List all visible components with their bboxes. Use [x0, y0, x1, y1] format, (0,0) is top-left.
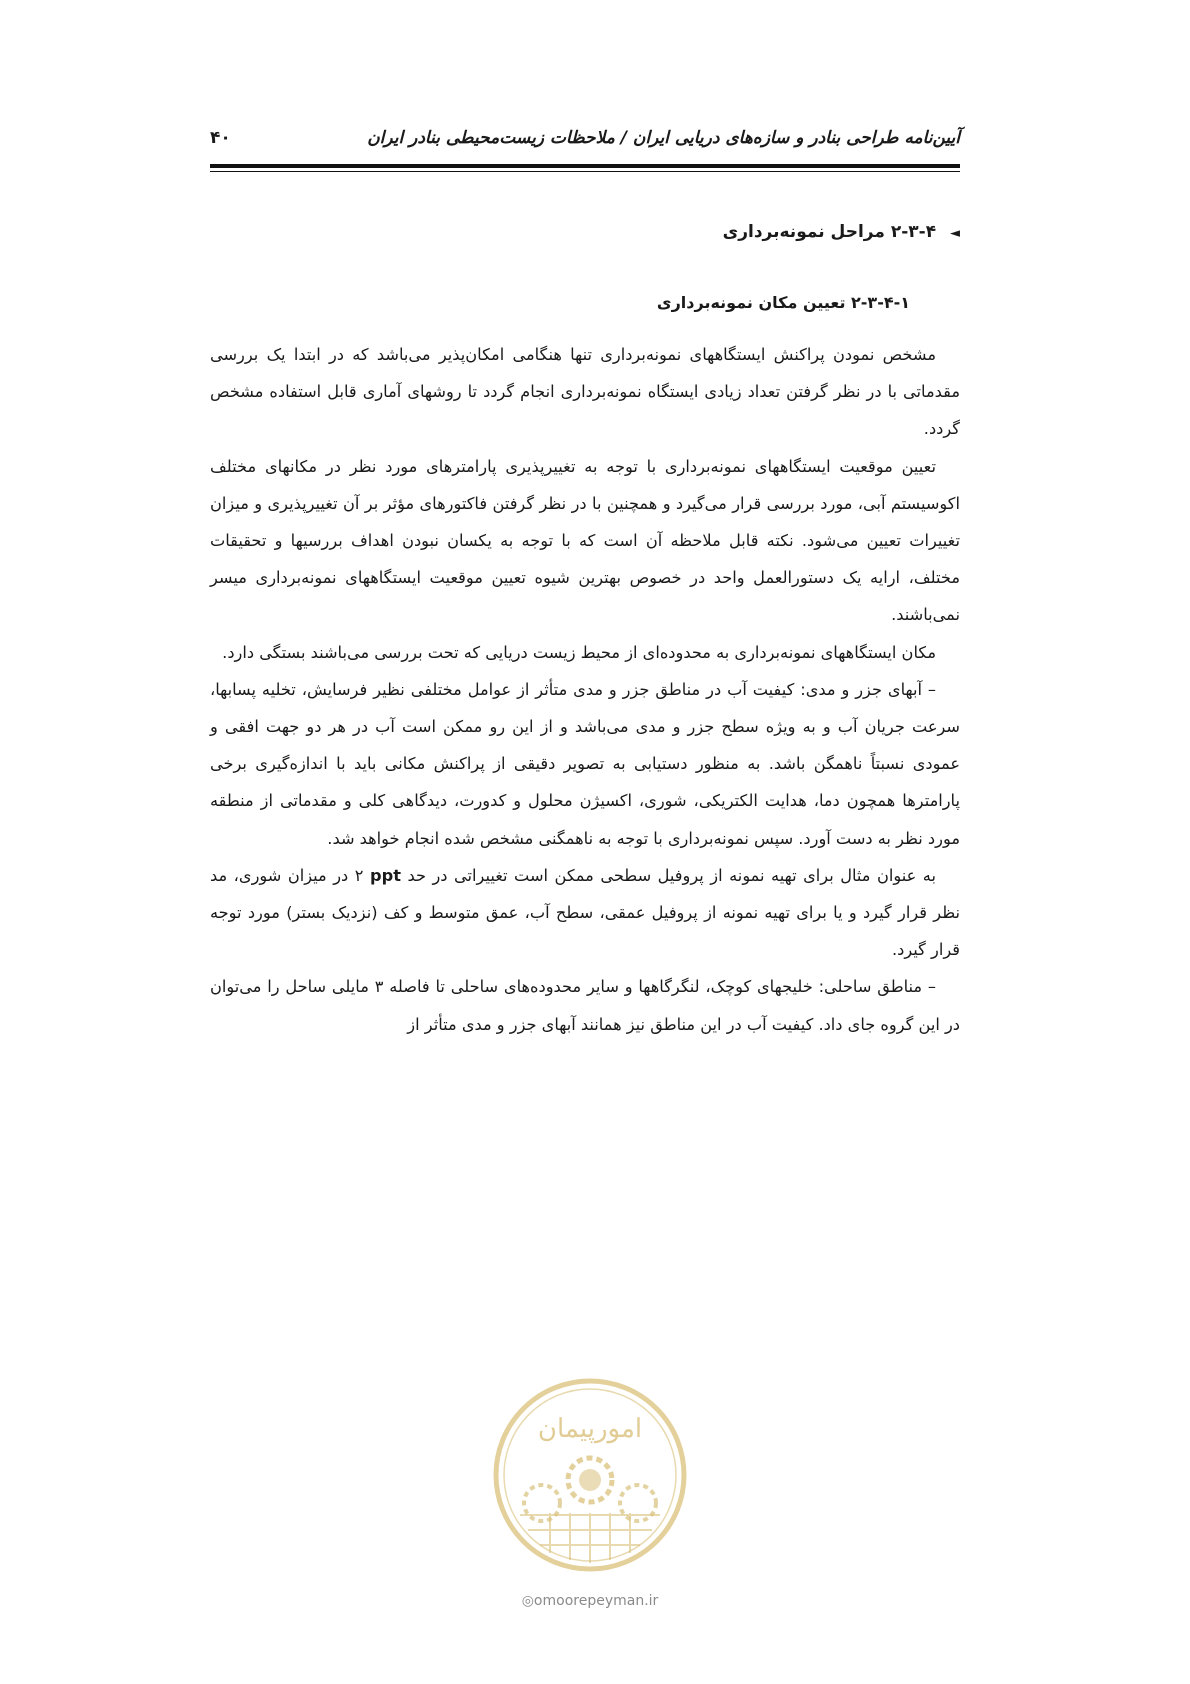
page-number: ۴۰: [210, 128, 231, 148]
paragraph-1: مشخص نمودن پراکنش ایستگاههای نمونه‌برداری تنها هنگامی امکان‌پذیر می‌باشد که در ابتدا یک بررسی مقدماتی با در نظر گرفتن تعداد زیادی ایستگاه نمونه‌برداری انجام گردد تا روشهای آماری قابل استفاده مشخص گردد.: [210, 345, 960, 439]
page-header: [210, 128, 960, 158]
watermark-logo-text: امورپیمان: [537, 1414, 643, 1444]
header-rule-thick: [210, 164, 960, 168]
unit-ppt: ppt: [370, 865, 401, 885]
section-heading: [723, 222, 960, 242]
paragraph-5: [210, 857, 960, 969]
subsection-heading: ۲-۳-۴-۱ تعیین مکان نمونه‌برداری: [656, 293, 910, 312]
running-header-title: آیین‌نامه طراحی بنادر و سازه‌های دریایی ایران / ملاحظات زیست‌محیطی بنادر ایران: [367, 128, 960, 148]
paragraph-5-end: ۲ در میزان شوری، مد نظر قرار گیرد و یا برای تهیه نمونه از پروفیل عمقی، سطح آب، عمق متوسط و کف (نزدیک بستر) مورد توجه قرار گیرد.: [210, 865, 960, 960]
paragraph-3: مکان ایستگاههای نمونه‌برداری به محدوده‌ای از محیط زیست دریایی که تحت بررسی می‌باشند بستگی دارد.: [222, 642, 936, 662]
section-heading-text: ۲-۳-۴ مراحل نمونه‌برداری: [722, 222, 937, 242]
paragraph-5-start: به عنوان مثال برای تهیه نمونه از پروفیل سطحی ممکن است تغییراتی در حد: [407, 865, 936, 885]
paragraph-6: – مناطق ساحلی: خلیجهای کوچک، لنگرگاهها و سایر محدوده‌های ساحلی تا فاصله ۳ مایلی ساحل را می‌توان در این گروه جای داد. کیفیت آب در این مناطق نیز همانند آبهای جزر و مدی متأثر از: [210, 977, 960, 1034]
paragraph-4: – آبهای جزر و مدی: کیفیت آب در مناطق جزر و مدی متأثر از عوامل مختلفی نظیر فرسایش، تخلیه پسابها، سرعت جریان آب و به ویژه سطح جزر و مدی می‌باشد و از این رو ممکن است آب در هر دو جهت افقی و عمودی نسبتاً ناهمگن باشد. به منظور دستیابی به تصویر دقیقی از پراکنش مکانی باید با اندازه‌گیری برخی پارامترها همچون دما، هدایت الکتریکی، شوری، اکسیژن محلول و کدورت، دیدگاهی کلی و مقدماتی از منطقه مورد نظر به دست آورد. سپس نمونه‌برداری با توجه به ناهمگنی مشخص شده انجام خواهد شد.: [210, 679, 960, 848]
watermark-site-text: ◎omoorepeyman.ir: [521, 1593, 659, 1609]
triangle-bullet-icon: ◄: [950, 226, 960, 241]
watermark-logo: [490, 1375, 690, 1575]
header-rule-thin: [210, 171, 960, 172]
paragraph-2: تعیین موقعیت ایستگاههای نمونه‌برداری با توجه به تغییرپذیری پارامترهای مورد نظر در مکانهای مختلف اکوسیستم آبی، مورد بررسی قرار می‌گیرد و همچنین با در نظر گرفتن فاکتورهای مؤثر بر آن تغییرپذیری و میزان تغییرات تعیین می‌شود. نکته قابل ملاحظه آن است که با توجه به یکسان نبودن اهداف بررسیها و تحقیقات مختلف، ارایه یک دستورالعمل واحد در خصوص بهترین شیوه تعیین موقعیت ایستگاههای نمونه‌برداری میسر نمی‌باشند.: [210, 456, 960, 625]
body-text: [210, 336, 960, 1043]
